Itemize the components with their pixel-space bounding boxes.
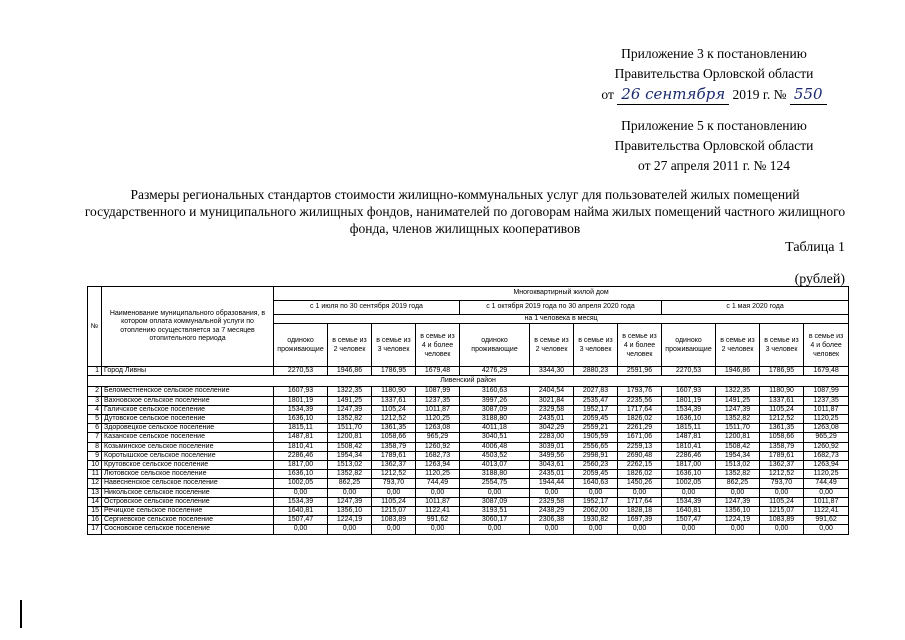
family-size-header: в семье из 2 человек: [328, 324, 372, 367]
value-cell: 1105,24: [760, 497, 804, 506]
row-number: 10: [88, 461, 102, 470]
value-cell: 1352,82: [716, 415, 760, 424]
value-cell: 1247,39: [716, 497, 760, 506]
value-cell: 1640,63: [574, 479, 618, 488]
row-number: 1: [88, 367, 102, 376]
value-cell: 2027,83: [574, 387, 618, 396]
value-cell: 2560,23: [574, 461, 618, 470]
value-cell: 1810,41: [274, 442, 328, 451]
value-cell: 1337,61: [760, 396, 804, 405]
value-cell: 1817,00: [662, 461, 716, 470]
period-1-header: с 1 июля по 30 сентября 2019 года: [274, 301, 460, 315]
value-cell: 2998,91: [574, 451, 618, 460]
value-cell: 1011,87: [416, 497, 460, 506]
value-cell: 2286,46: [274, 451, 328, 460]
table-row: [88, 396, 849, 405]
value-cell: 2059,45: [574, 415, 618, 424]
value-cell: 1507,47: [662, 516, 716, 525]
value-cell: 2880,23: [574, 367, 618, 376]
value-cell: 1786,95: [760, 367, 804, 376]
municipality-name: Дутовское сельское поселение: [102, 415, 274, 424]
value-cell: 1815,11: [662, 424, 716, 433]
value-cell: 1263,94: [416, 461, 460, 470]
units-label: (рублей): [794, 272, 845, 287]
value-cell: 2259,13: [618, 442, 662, 451]
value-cell: 1058,66: [760, 433, 804, 442]
value-cell: 1105,24: [372, 497, 416, 506]
value-cell: 1361,35: [760, 424, 804, 433]
value-cell: 1491,25: [328, 396, 372, 405]
table-row: [88, 479, 849, 488]
value-cell: 1215,07: [760, 507, 804, 516]
value-cell: 0,00: [662, 488, 716, 497]
value-cell: 1697,39: [618, 516, 662, 525]
value-cell: 1120,25: [804, 470, 849, 479]
value-cell: 4503,52: [460, 451, 530, 460]
value-cell: 1263,08: [804, 424, 849, 433]
row-number: 2: [88, 387, 102, 396]
table-row: [88, 470, 849, 479]
value-cell: 1212,52: [372, 470, 416, 479]
value-cell: 744,49: [804, 479, 849, 488]
value-cell: 2270,53: [662, 367, 716, 376]
municipality-name: Город Ливны: [102, 367, 274, 376]
value-cell: 3021,84: [530, 396, 574, 405]
value-cell: 1358,79: [760, 442, 804, 451]
municipality-name: Навесненское сельское поселение: [102, 479, 274, 488]
municipality-name: Козьминское сельское поселение: [102, 442, 274, 451]
value-cell: 1636,10: [662, 415, 716, 424]
value-cell: 3344,30: [530, 367, 574, 376]
value-cell: 0,00: [416, 525, 460, 534]
value-cell: 1352,82: [328, 415, 372, 424]
value-cell: 1356,10: [716, 507, 760, 516]
per-person-header: на 1 человека в месяц: [274, 315, 849, 324]
row-number: 5: [88, 415, 102, 424]
col-name-header: Наименование муниципального образования, в котором оплата коммунальной услуги по отоплению осуществляется за 7 месяцев отопительного периода: [102, 287, 274, 367]
value-cell: 0,00: [716, 488, 760, 497]
value-cell: 1952,17: [574, 405, 618, 414]
value-cell: 1361,35: [372, 424, 416, 433]
value-cell: 1352,82: [716, 470, 760, 479]
table-row: [88, 405, 849, 414]
value-cell: 3039,01: [530, 442, 574, 451]
value-cell: 1358,79: [372, 442, 416, 451]
table-row: [88, 442, 849, 451]
value-cell: 1801,19: [662, 396, 716, 405]
value-cell: 1954,34: [328, 451, 372, 460]
value-cell: 1930,82: [574, 516, 618, 525]
value-cell: 0,00: [760, 488, 804, 497]
value-cell: 1508,42: [328, 442, 372, 451]
value-cell: 1260,92: [416, 442, 460, 451]
value-cell: 2283,00: [530, 433, 574, 442]
appendix-3-date-line: [599, 84, 829, 105]
value-cell: 0,00: [574, 525, 618, 534]
family-size-header: в семье из 2 человек: [716, 324, 760, 367]
value-cell: 1640,81: [274, 507, 328, 516]
family-size-header: одиноко проживающие: [662, 324, 716, 367]
value-cell: 2554,75: [460, 479, 530, 488]
municipality-name: Коротышское сельское поселение: [102, 451, 274, 460]
municipality-name: Беломестненское сельское поселение: [102, 387, 274, 396]
value-cell: 2062,00: [574, 507, 618, 516]
value-cell: 1352,82: [328, 470, 372, 479]
value-cell: 1122,41: [416, 507, 460, 516]
value-cell: 4006,48: [460, 442, 530, 451]
value-cell: 3087,09: [460, 497, 530, 506]
value-cell: 1120,25: [804, 415, 849, 424]
value-cell: 2306,38: [530, 516, 574, 525]
value-cell: 1450,26: [618, 479, 662, 488]
document-title: Размеры региональных стандартов стоимости жилищно-коммунальных услуг для пользователей жилых помещений государственного и муниципального жилищных фондов, нанимателей по договорам найма жилых помещений частного жилищного фонда, членов жилищных кооперативов: [84, 187, 846, 236]
municipality-name: Крутовское сельское поселение: [102, 461, 274, 470]
row-number: 12: [88, 479, 102, 488]
table-row: [88, 387, 849, 396]
value-cell: 0,00: [372, 525, 416, 534]
value-cell: 1789,61: [372, 451, 416, 460]
value-cell: 2556,65: [574, 442, 618, 451]
value-cell: 1789,61: [760, 451, 804, 460]
value-cell: 1120,25: [416, 415, 460, 424]
handwritten-date: 26 сентября: [617, 84, 729, 105]
municipality-name: Сосновское сельское поселение: [102, 525, 274, 534]
value-cell: 1793,76: [618, 387, 662, 396]
table-row: [88, 488, 849, 497]
value-cell: 1224,19: [716, 516, 760, 525]
value-cell: 1224,19: [328, 516, 372, 525]
value-cell: 1826,02: [618, 415, 662, 424]
value-cell: 1828,18: [618, 507, 662, 516]
value-cell: 0,00: [460, 488, 530, 497]
value-cell: 1247,39: [716, 405, 760, 414]
municipality-name: Сергиевское сельское поселение: [102, 516, 274, 525]
value-cell: 3188,80: [460, 415, 530, 424]
value-cell: 1263,08: [416, 424, 460, 433]
value-cell: 862,25: [328, 479, 372, 488]
table-row: [88, 415, 849, 424]
value-cell: 1263,94: [804, 461, 849, 470]
value-cell: 0,00: [804, 525, 849, 534]
value-cell: 1817,00: [274, 461, 328, 470]
value-cell: 3499,56: [530, 451, 574, 460]
municipality-name: Никольское сельское поселение: [102, 488, 274, 497]
value-cell: 1200,81: [716, 433, 760, 442]
value-cell: 1511,70: [328, 424, 372, 433]
value-cell: 2059,45: [574, 470, 618, 479]
value-cell: 0,00: [530, 525, 574, 534]
value-cell: 1247,39: [328, 405, 372, 414]
municipality-name: Речицкое сельское поселение: [102, 507, 274, 516]
value-cell: 1682,73: [416, 451, 460, 460]
row-number: 7: [88, 433, 102, 442]
value-cell: 3060,17: [460, 516, 530, 525]
value-cell: 1237,35: [416, 396, 460, 405]
value-cell: 1952,17: [574, 497, 618, 506]
table-label: Таблица 1: [785, 240, 845, 255]
table-row: [88, 433, 849, 442]
appendix-5-line3: от 27 апреля 2011 г. № 124: [638, 158, 790, 173]
value-cell: 862,25: [716, 479, 760, 488]
value-cell: 793,70: [760, 479, 804, 488]
value-cell: 1362,37: [760, 461, 804, 470]
value-cell: 3087,09: [460, 405, 530, 414]
family-size-header: в семье из 2 человек: [530, 324, 574, 367]
value-cell: 1011,87: [804, 405, 849, 414]
table-row: [88, 451, 849, 460]
value-cell: 0,00: [372, 488, 416, 497]
value-cell: 1356,10: [328, 507, 372, 516]
appendix-3-header: [599, 44, 829, 105]
value-cell: 2435,01: [530, 470, 574, 479]
appendix-5-header: [599, 116, 829, 176]
value-cell: 0,00: [460, 525, 530, 534]
municipality-name: Островское сельское поселение: [102, 497, 274, 506]
value-cell: 1122,41: [804, 507, 849, 516]
value-cell: 2261,29: [618, 424, 662, 433]
value-cell: 1810,41: [662, 442, 716, 451]
value-cell: 1944,44: [530, 479, 574, 488]
value-cell: 1212,52: [372, 415, 416, 424]
value-cell: 4013,07: [460, 461, 530, 470]
table-row: [88, 525, 849, 534]
value-cell: 2438,29: [530, 507, 574, 516]
table-row: [88, 507, 849, 516]
value-cell: 0,00: [662, 525, 716, 534]
value-cell: 1337,61: [372, 396, 416, 405]
value-cell: 1636,10: [274, 470, 328, 479]
value-cell: 965,29: [804, 433, 849, 442]
appendix-3-line2: Правительства Орловской области: [614, 66, 814, 81]
value-cell: 4011,18: [460, 424, 530, 433]
row-number: 4: [88, 405, 102, 414]
value-cell: 1215,07: [372, 507, 416, 516]
value-cell: 1905,59: [574, 433, 618, 442]
value-cell: 3043,61: [530, 461, 574, 470]
scan-edge-mark: [20, 600, 22, 628]
value-cell: 1002,05: [274, 479, 328, 488]
value-cell: 1083,89: [372, 516, 416, 525]
family-size-header: одиноко проживающие: [274, 324, 328, 367]
col-number-header: №: [88, 287, 102, 367]
row-number: 14: [88, 497, 102, 506]
value-cell: 0,00: [574, 488, 618, 497]
value-cell: 2270,53: [274, 367, 328, 376]
value-cell: 0,00: [804, 488, 849, 497]
value-cell: 3997,26: [460, 396, 530, 405]
value-cell: 2435,01: [530, 415, 574, 424]
value-cell: 1120,25: [416, 470, 460, 479]
value-cell: 0,00: [716, 525, 760, 534]
value-cell: 1105,24: [760, 405, 804, 414]
appendix-5-line1: Приложение 5 к постановлению: [621, 118, 807, 133]
value-cell: 1491,25: [716, 396, 760, 405]
table-row: [88, 497, 849, 506]
table-row: [88, 516, 849, 525]
value-cell: 3188,80: [460, 470, 530, 479]
value-cell: 0,00: [328, 525, 372, 534]
value-cell: 1679,48: [416, 367, 460, 376]
value-cell: 3042,29: [530, 424, 574, 433]
municipality-name: Лютовское сельское поселение: [102, 470, 274, 479]
value-cell: 1260,92: [804, 442, 849, 451]
appendix-5-line2: Правительства Орловской области: [614, 138, 814, 153]
value-cell: 1247,39: [328, 497, 372, 506]
value-cell: 2235,56: [618, 396, 662, 405]
family-size-header: в семье из 4 и более человек: [618, 324, 662, 367]
standards-table: [87, 286, 849, 535]
value-cell: 1679,48: [804, 367, 849, 376]
value-cell: 1212,52: [760, 415, 804, 424]
table-row: [88, 367, 849, 376]
value-cell: 0,00: [618, 525, 662, 534]
value-cell: 1946,86: [716, 367, 760, 376]
family-size-header: в семье из 4 и более человек: [416, 324, 460, 367]
appendix-3-line1: Приложение 3 к постановлению: [621, 46, 807, 61]
value-cell: 1534,39: [662, 405, 716, 414]
year-text: 2019 г. №: [732, 87, 787, 102]
value-cell: 2535,47: [574, 396, 618, 405]
value-cell: 1786,95: [372, 367, 416, 376]
value-cell: 1180,90: [372, 387, 416, 396]
family-size-header: одиноко проживающие: [460, 324, 530, 367]
housing-type-header: Многоквартирный жилой дом: [274, 287, 849, 301]
value-cell: 1636,10: [274, 415, 328, 424]
period-2-header: с 1 октября 2019 года по 30 апреля 2020 года: [460, 301, 662, 315]
value-cell: 1487,81: [662, 433, 716, 442]
value-cell: 3160,63: [460, 387, 530, 396]
municipality-name: Казанское сельское поселение: [102, 433, 274, 442]
value-cell: 1815,11: [274, 424, 328, 433]
value-cell: 1513,02: [716, 461, 760, 470]
value-cell: 1682,73: [804, 451, 849, 460]
handwritten-number: 550: [790, 84, 827, 105]
value-cell: 1200,81: [328, 433, 372, 442]
value-cell: 1362,37: [372, 461, 416, 470]
value-cell: 1826,02: [618, 470, 662, 479]
value-cell: 3040,51: [460, 433, 530, 442]
value-cell: 2329,58: [530, 405, 574, 414]
value-cell: 991,62: [804, 516, 849, 525]
value-cell: 2329,58: [530, 497, 574, 506]
municipality-name: Здоровецкое сельское поселение: [102, 424, 274, 433]
value-cell: 1322,35: [328, 387, 372, 396]
row-number: 15: [88, 507, 102, 516]
value-cell: 1801,19: [274, 396, 328, 405]
value-cell: 1513,02: [328, 461, 372, 470]
value-cell: 1946,86: [328, 367, 372, 376]
value-cell: 0,00: [274, 488, 328, 497]
value-cell: 0,00: [274, 525, 328, 534]
value-cell: 1002,05: [662, 479, 716, 488]
value-cell: 1011,87: [804, 497, 849, 506]
value-cell: 4276,29: [460, 367, 530, 376]
value-cell: 744,49: [416, 479, 460, 488]
value-cell: 1087,99: [804, 387, 849, 396]
municipality-name: Галичское сельское поселение: [102, 405, 274, 414]
from-prefix: от: [601, 87, 614, 102]
value-cell: 1534,39: [274, 405, 328, 414]
value-cell: 1607,93: [274, 387, 328, 396]
period-3-header: с 1 мая 2020 года: [662, 301, 849, 315]
value-cell: 1083,89: [760, 516, 804, 525]
value-cell: 1671,06: [618, 433, 662, 442]
table-row: [88, 461, 849, 470]
value-cell: 1487,81: [274, 433, 328, 442]
table-body: [88, 367, 849, 534]
value-cell: 1011,87: [416, 405, 460, 414]
family-size-header: в семье из 4 и более человек: [804, 324, 849, 367]
value-cell: 1322,35: [716, 387, 760, 396]
value-cell: 2591,96: [618, 367, 662, 376]
family-size-header: в семье из 3 человек: [574, 324, 618, 367]
value-cell: 965,29: [416, 433, 460, 442]
value-cell: 1507,47: [274, 516, 328, 525]
value-cell: 0,00: [530, 488, 574, 497]
value-cell: 991,62: [416, 516, 460, 525]
row-number: 17: [88, 525, 102, 534]
value-cell: 2559,21: [574, 424, 618, 433]
value-cell: 1105,24: [372, 405, 416, 414]
value-cell: 0,00: [618, 488, 662, 497]
section-title: Ливенский район: [88, 376, 849, 387]
value-cell: 0,00: [416, 488, 460, 497]
value-cell: 1640,81: [662, 507, 716, 516]
value-cell: 1511,70: [716, 424, 760, 433]
section-row: [88, 376, 849, 387]
value-cell: 2690,48: [618, 451, 662, 460]
row-number: 11: [88, 470, 102, 479]
municipality-name: Вахновское сельское поселение: [102, 396, 274, 405]
value-cell: 1954,34: [716, 451, 760, 460]
value-cell: 1180,90: [760, 387, 804, 396]
value-cell: 3193,51: [460, 507, 530, 516]
value-cell: 1212,52: [760, 470, 804, 479]
row-number: 9: [88, 451, 102, 460]
row-number: 8: [88, 442, 102, 451]
value-cell: 2286,46: [662, 451, 716, 460]
value-cell: 2404,54: [530, 387, 574, 396]
value-cell: 1058,66: [372, 433, 416, 442]
header-row-housing: [88, 287, 849, 301]
value-cell: 1717,64: [618, 405, 662, 414]
value-cell: 1607,93: [662, 387, 716, 396]
value-cell: 0,00: [760, 525, 804, 534]
family-size-header: в семье из 3 человек: [372, 324, 416, 367]
value-cell: 1534,39: [274, 497, 328, 506]
value-cell: 1534,39: [662, 497, 716, 506]
value-cell: 0,00: [328, 488, 372, 497]
value-cell: 1717,64: [618, 497, 662, 506]
value-cell: 1087,99: [416, 387, 460, 396]
value-cell: 1508,42: [716, 442, 760, 451]
row-number: 13: [88, 488, 102, 497]
row-number: 16: [88, 516, 102, 525]
table-row: [88, 424, 849, 433]
row-number: 3: [88, 396, 102, 405]
family-size-header: в семье из 3 человек: [760, 324, 804, 367]
row-number: 6: [88, 424, 102, 433]
value-cell: 1636,10: [662, 470, 716, 479]
value-cell: 793,70: [372, 479, 416, 488]
value-cell: 1237,35: [804, 396, 849, 405]
value-cell: 2262,15: [618, 461, 662, 470]
